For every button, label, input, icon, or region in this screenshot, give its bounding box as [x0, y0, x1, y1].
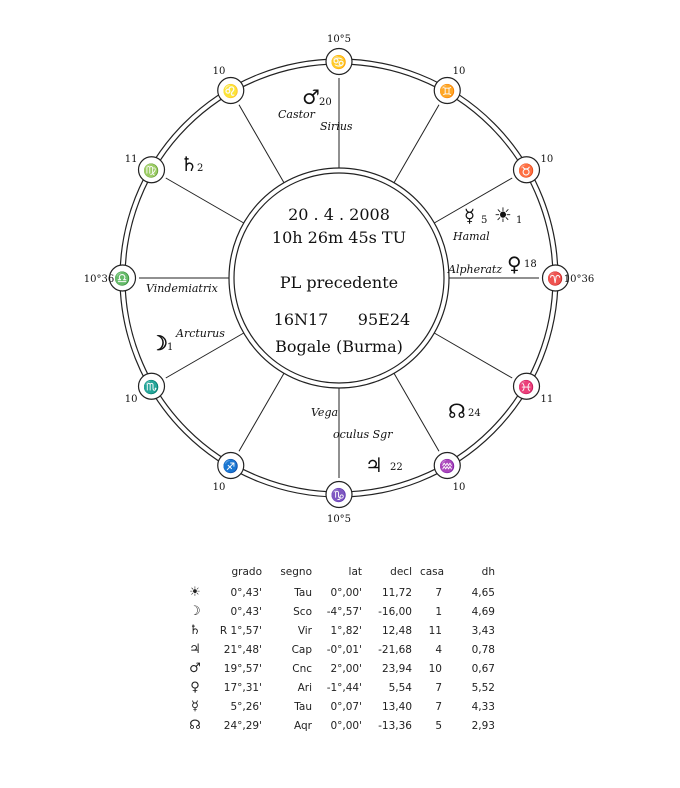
table-row: [180, 678, 497, 697]
cell-dh: 0,67: [471, 662, 495, 675]
planet-positions-table: [180, 566, 497, 735]
house-cusp-degree: 10: [212, 481, 226, 493]
table-row: [180, 659, 497, 678]
zodiac-sign-icon: ♌: [222, 84, 239, 100]
cell-dh: 4,69: [471, 605, 495, 618]
header-segno: segno: [280, 566, 312, 578]
cell-casa: 4: [435, 643, 442, 656]
zodiac-sign-icon: ♒: [439, 459, 456, 475]
house-cusp-degree: 10: [452, 481, 466, 493]
zodiac-sign-icon: ♐: [222, 459, 239, 475]
table-row: [180, 621, 497, 640]
cell-dh: 5,52: [471, 681, 495, 694]
cell-decl: 5,54: [388, 681, 412, 694]
zodiac-sign-icon: ♑: [330, 488, 348, 504]
star-hamal: Hamal: [453, 230, 490, 243]
moon-glyph: ☽: [150, 331, 168, 355]
chart-time: 10h 26m 45s TU: [271, 228, 407, 247]
mars-glyph: ♂: [302, 85, 320, 109]
header-grado: grado: [231, 566, 262, 578]
house-cusp-degree: 10°36: [83, 274, 115, 285]
zodiac-sign-icon: ♍: [143, 163, 160, 179]
planet-icon: ♄: [189, 623, 201, 638]
venus-degree: 18: [524, 259, 537, 270]
cell-lat: 0°,00': [330, 586, 362, 599]
planet-icon: ♀: [190, 680, 200, 695]
cell-casa: 11: [428, 624, 442, 637]
table-row: [180, 716, 497, 735]
table-header-row: [180, 566, 497, 583]
cell-segno: Tau: [294, 700, 312, 713]
zodiac-sign-icon: ♋: [330, 55, 348, 71]
star-castor: Castor: [278, 108, 315, 121]
header-dh: dh: [481, 566, 495, 578]
cell-decl: -13,36: [378, 719, 412, 732]
cell-segno: Ari: [297, 681, 312, 694]
node-glyph: ☊: [448, 399, 466, 423]
cell-decl: 12,48: [381, 624, 412, 637]
cell-dh: 2,93: [471, 719, 495, 732]
cell-segno: Vir: [297, 624, 312, 637]
star-arcturus: Arcturus: [176, 327, 225, 340]
planet-icon: ☽: [189, 604, 201, 619]
zodiac-sign-icon: ♉: [518, 163, 535, 179]
table-row: [180, 602, 497, 621]
house-cusp-degree: 10: [212, 66, 226, 78]
house-cusp-degree: 10°5: [326, 34, 352, 45]
cell-grado: 0°,43': [230, 605, 262, 618]
cell-dh: 4,65: [471, 586, 495, 599]
cell-decl: 11,72: [381, 586, 412, 599]
cell-casa: 7: [435, 681, 442, 694]
star-vindemiatrix: Vindemiatrix: [146, 282, 218, 295]
cell-casa: 5: [435, 719, 442, 732]
jupiter-glyph: ♃: [365, 453, 383, 477]
house-cusp-degree: 10: [124, 394, 138, 405]
zodiac-sign-icon: ♎: [114, 272, 131, 287]
cell-segno: Cnc: [292, 662, 312, 675]
cell-segno: Cap: [291, 643, 312, 656]
cell-decl: -16,00: [378, 605, 412, 618]
house-cusp-line: [394, 373, 439, 451]
cell-segno: Aqr: [294, 719, 312, 732]
cell-dh: 4,33: [471, 700, 495, 713]
cell-dh: 0,78: [471, 643, 495, 656]
zodiac-sign-icon: ♊: [439, 84, 456, 100]
cell-casa: 7: [435, 700, 442, 713]
cell-casa: 1: [435, 605, 442, 618]
sun-glyph: ☀: [494, 203, 512, 227]
cell-casa: 10: [428, 662, 442, 675]
house-cusp-degree: 10°5: [326, 514, 352, 525]
venus-glyph: ♀: [507, 252, 522, 276]
chart-place: Bogale (Burma): [275, 337, 403, 356]
header-lat: lat: [348, 566, 362, 578]
house-cusp-line: [434, 333, 512, 378]
planet-icon: ☿: [191, 699, 199, 714]
chart-title: PL precedente: [279, 273, 399, 292]
cell-lat: 0°,00': [330, 719, 362, 732]
saturn-degree: 2: [197, 163, 204, 174]
cell-lat: 2°,00': [330, 662, 362, 675]
moon-degree: 1: [167, 342, 174, 353]
zodiac-sign-icon: ♓: [518, 380, 535, 396]
planet-icon: ♂: [189, 661, 201, 676]
mercury-degree: 5: [481, 215, 488, 226]
star-oculus-sgr: oculus Sgr: [333, 428, 393, 441]
jupiter-degree: 22: [390, 462, 403, 473]
house-cusp-degree: 10°36: [563, 274, 595, 285]
mercury-glyph: ☿: [464, 206, 476, 227]
cell-lat: -1°,44': [326, 681, 362, 694]
house-cusp-degree: 11: [540, 394, 554, 405]
planet-icon: ☀: [189, 585, 201, 600]
header-glyph: [180, 566, 210, 583]
house-cusp-degree: 10: [452, 66, 466, 78]
cell-grado: 17°,31': [223, 681, 262, 694]
chart-latitude: 16N17: [273, 310, 329, 329]
planet-icon: ☊: [189, 718, 201, 733]
header-decl: decl: [390, 566, 412, 578]
chart-date: 20 . 4 . 2008: [288, 205, 390, 224]
star-vega: Vega: [311, 406, 339, 419]
cell-grado: R 1°,57': [219, 624, 262, 637]
node-degree: 24: [468, 408, 481, 419]
cell-casa: 7: [435, 586, 442, 599]
cell-segno: Tau: [294, 586, 312, 599]
house-cusp-line: [394, 105, 439, 183]
table-body: [180, 583, 497, 735]
header-casa: casa: [419, 566, 445, 578]
cell-decl: 23,94: [381, 662, 412, 675]
house-cusp-degree: 11: [124, 154, 138, 165]
cell-grado: 0°,43': [230, 586, 262, 599]
house-cusp-line: [166, 178, 244, 223]
sun-degree: 1: [516, 215, 523, 226]
saturn-glyph: ♄: [180, 152, 198, 176]
cell-decl: 13,40: [381, 700, 412, 713]
star-alpheratz: Alpheratz: [448, 263, 503, 276]
zodiac-sign-icon: ♈: [547, 272, 564, 287]
table-row: [180, 583, 497, 602]
cell-lat: 0°,07': [330, 700, 362, 713]
cell-segno: Sco: [293, 605, 312, 618]
mars-degree: 20: [319, 97, 332, 108]
cell-lat: -0°,01': [326, 643, 362, 656]
house-cusp-line: [239, 373, 284, 451]
cell-lat: -4°,57': [326, 605, 362, 618]
cell-lat: 1°,82': [330, 624, 362, 637]
cell-grado: 21°,48': [223, 643, 262, 656]
cell-grado: 5°,26': [230, 700, 262, 713]
cell-decl: -21,68: [378, 643, 412, 656]
cell-dh: 3,43: [471, 624, 495, 637]
cell-grado: 19°,57': [223, 662, 262, 675]
house-cusp-degree: 10: [540, 154, 554, 165]
planet-icon: ♃: [189, 642, 201, 657]
star-sirius: Sirius: [320, 120, 353, 133]
table-row: [180, 697, 497, 716]
table-row: [180, 640, 497, 659]
cell-grado: 24°,29': [223, 719, 262, 732]
zodiac-sign-icon: ♏: [143, 380, 160, 396]
chart-longitude: 95E24: [357, 310, 411, 329]
